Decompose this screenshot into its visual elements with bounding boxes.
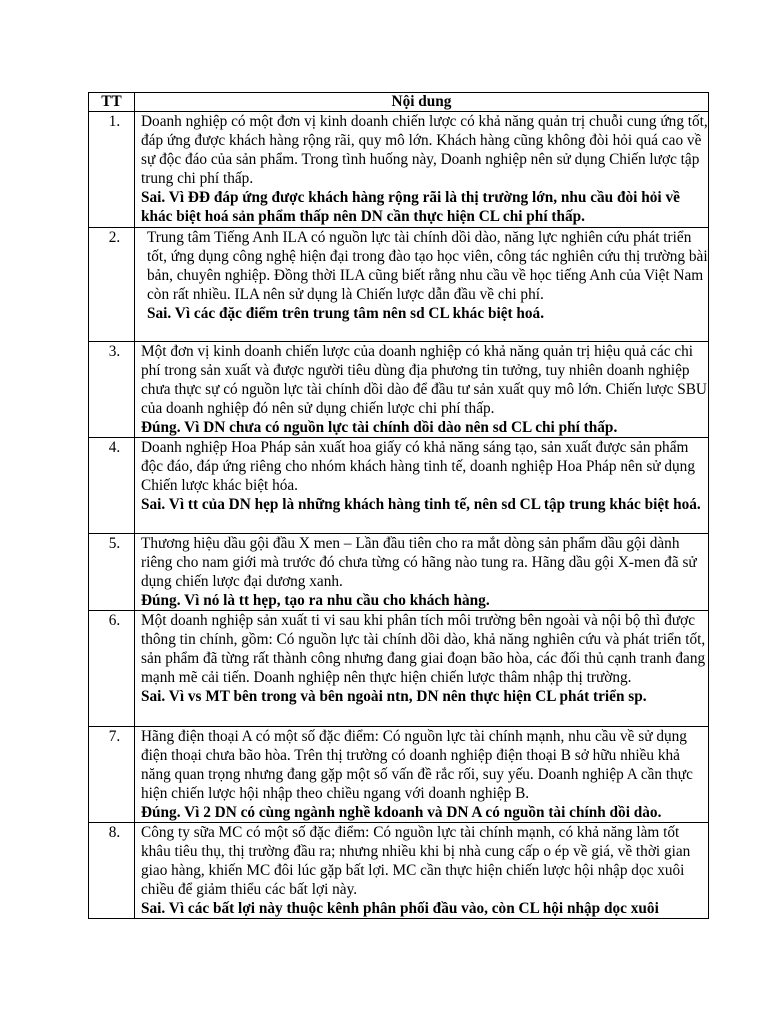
question-text: Doanh nghiệp Hoa Pháp sản xuất hoa giấy có khả năng sáng tạo, sản xuất được sản phẩm độc đáo, đáp ứng riêng cho nhóm khách hàng tinh tế, doanh nghiệp Hoa Pháp nên sử dụng Chiến lược khác biệt hóa. — [141, 439, 695, 494]
question-text: Hãng điện thoại A có một số đặc điểm: Có nguồn lực tài chính mạnh, nhu cầu về sử dụng điện thoại chưa bão hòa. Trên thị trường có doanh nghiệp điện thoại B sở hữu nhiều khả năng quan trọng nhưng đang gặp một số vấn đề rắc rối, suy yếu. Doanh nghiệp A cần thực hiện chiến lược hội nhập theo chiều ngang với doanh nghiệp B. — [141, 728, 693, 802]
row-number: 3. — [89, 342, 135, 438]
answer-text: Đúng. Vì DN chưa có nguồn lực tài chính dồi dào nên sd CL chi phí thấp. — [141, 419, 618, 436]
table-row — [89, 228, 709, 342]
question-text: Một doanh nghiệp sản xuất ti vi sau khi phân tích môi trường bên ngoài và nội bộ thì được thông tin chính, gồm: Có nguồn lực tài chính dồi dào, khả năng nghiên cứu và phát triển tốt, sản phẩm đã từng rất thành công nhưng đang giai đoạn bão hòa, các đối thủ cạnh tranh đang mạnh mẽ cải tiến. Doanh nghiệp nên thực hiện chiến lược thâm nhập thị trường. — [141, 612, 706, 686]
row-content — [135, 228, 709, 342]
question-text: Công ty sữa MC có một số đặc điểm: Có nguồn lực tài chính mạnh, có khả năng làm tốt khâu tiêu thụ, thị trường đầu ra; nhưng nhiều khi bị nhà cung cấp o ép về giá, về thời gian giao hàng, khiến MC đôi lúc gặp bất lợi. MC cần thực hiện chiến lược hội nhập dọc xuôi chiều để giảm thiểu các bất lợi này. — [141, 824, 691, 898]
answer-text: Sai. Vì các đặc điểm trên trung tâm nên sd CL khác biệt hoá. — [147, 305, 545, 322]
header-content: Nội dung — [135, 93, 709, 112]
quiz-table — [88, 92, 709, 919]
row-number: 2. — [89, 228, 135, 342]
row-number: 4. — [89, 438, 135, 534]
question-text: Một đơn vị kinh doanh chiến lược của doanh nghiệp có khả năng quản trị hiệu quả các chi phí trong sản xuất và được người tiêu dùng địa phương tin tưởng, tuy nhiên doanh nghiệp chưa thực sự có nguồn lực tài chính dồi dào để đầu tư sản xuất quy mô lớn. Chiến lược SBU của doanh nghiệp đó nên sử dụng chiến lược chi phí thấp. — [141, 343, 707, 417]
row-number: 1. — [89, 112, 135, 228]
row-content — [135, 534, 709, 611]
row-content — [135, 342, 709, 438]
row-content — [135, 823, 709, 919]
row-number: 7. — [89, 727, 135, 823]
table-row — [89, 438, 709, 534]
row-number: 8. — [89, 823, 135, 919]
answer-text: Sai. Vì vs MT bên trong và bên ngoài ntn, DN nên thực hiện CL phát triển sp. — [141, 688, 647, 705]
table-row — [89, 823, 709, 919]
table-header-row — [89, 93, 709, 112]
row-number: 6. — [89, 611, 135, 727]
question-text: Doanh nghiệp có một đơn vị kinh doanh chiến lược có khả năng quản trị chuỗi cung ứng tốt, đáp ứng được khách hàng rộng rãi, quy mô lớn. Khách hàng cũng không đòi hỏi quá cao về sự độc đáo của sản phẩm. Trong tình huống này, Doanh nghiệp nên sử dụng Chiến lược tập trung chi phí thấp. — [141, 113, 708, 187]
row-number: 5. — [89, 534, 135, 611]
row-content — [135, 727, 709, 823]
row-content — [135, 112, 709, 228]
answer-text: Sai. Vì ĐĐ đáp ứng được khách hàng rộng rãi là thị trường lớn, nhu cầu đòi hỏi về khác biệt hoá sản phẩm thấp nên DN cần thực hiện CL chi phí thấp. — [141, 189, 680, 225]
row-content — [135, 438, 709, 534]
table-row — [89, 534, 709, 611]
answer-text: Đúng. Vì 2 DN có cùng ngành nghề kdoanh và DN A có nguồn tài chính dồi dào. — [141, 804, 662, 821]
header-tt: TT — [89, 93, 135, 112]
table-row — [89, 611, 709, 727]
row-content — [135, 611, 709, 727]
table-row — [89, 342, 709, 438]
answer-text: Đúng. Vì nó là tt hẹp, tạo ra nhu cầu cho khách hàng. — [141, 592, 490, 609]
table-row — [89, 727, 709, 823]
answer-text: Sai. Vì tt của DN hẹp là những khách hàng tinh tế, nên sd CL tập trung khác biệt hoá. — [141, 496, 701, 513]
answer-text: Sai. Vì các bất lợi này thuộc kênh phân phối đầu vào, còn CL hội nhập dọc xuôi — [141, 900, 659, 917]
question-text: Thương hiệu dầu gội đầu X men – Lần đầu tiên cho ra mắt dòng sản phẩm dầu gội dành riêng cho nam giới mà trước đó chưa từng có hãng nào tung ra. Hãng dầu gội X-men đã sử dụng chiến lược đại dương xanh. — [141, 535, 697, 590]
table-row — [89, 112, 709, 228]
question-text: Trung tâm Tiếng Anh ILA có nguồn lực tài chính dồi dào, năng lực nghiên cứu phát triển tốt, ứng dụng công nghệ hiện đại trong đào tạo học viên, công tác nghiên cứu thị trường bài bản, chuyên nghiệp. Đồng thời ILA cũng biết rằng nhu cầu về học tiếng Anh của Việt Nam còn rất nhiều. ILA nên sử dụng là Chiến lược dẫn đầu về chi phí. — [147, 229, 708, 303]
